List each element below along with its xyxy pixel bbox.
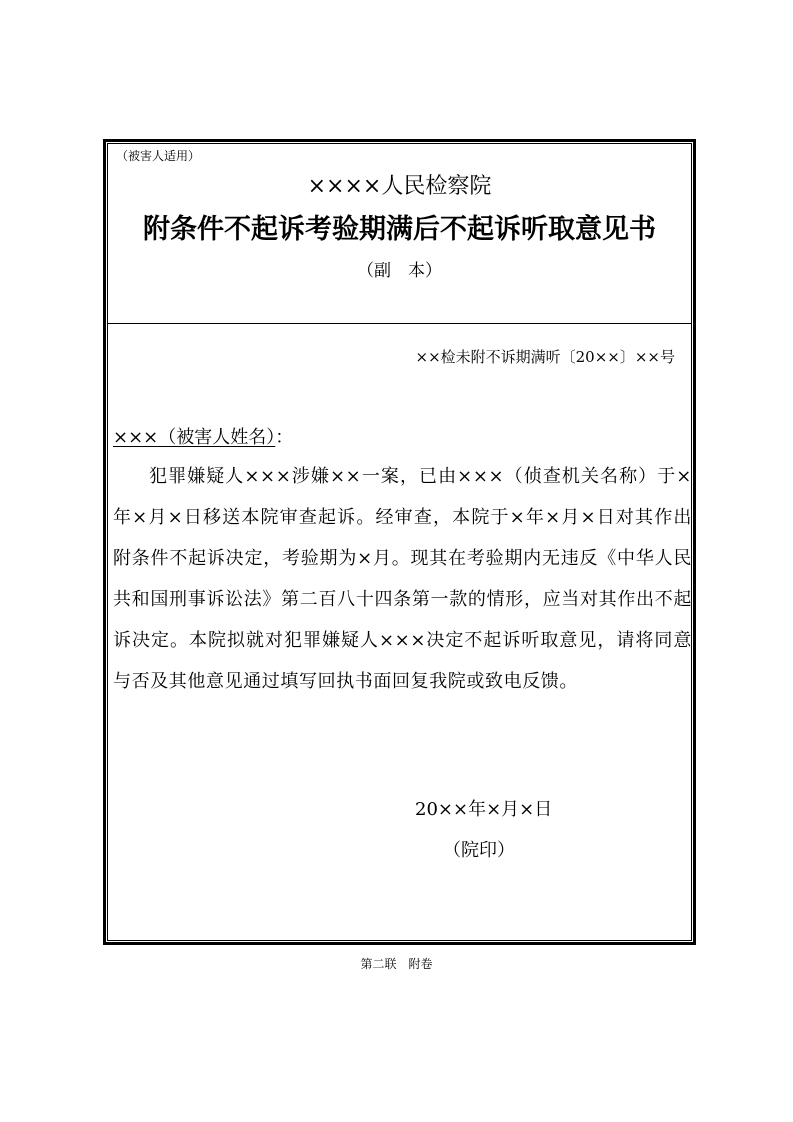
procuratorate-name: ××××人民检察院 [307,174,492,199]
addressee-name: ×××（被害人姓名） [113,427,276,448]
copy-type-label: （副 本） [357,261,442,281]
applicability-note: （被害人适用） [116,149,201,163]
document-number: ××检未附不诉期满听〔20××〕××号 [415,348,675,366]
addressee-colon: ： [275,427,294,448]
copy-footer-label: 第二联 附卷 [360,957,433,971]
document-title: 附条件不起诉考验期满后不起诉听取意见书 [143,214,656,245]
seal-note: （院印） [443,840,515,861]
issue-date: 20××年×月×日 [415,799,553,820]
body-paragraph: 犯罪嫌疑人×××涉嫌××一案，已由×××（侦查机关名称）于×年×月×日移送本院审查起诉。经审查，本院于×年×月×日对其作出附条件不起诉决定，考验期为×月。现其在考验期内无违反《中华人民共和国刑事诉讼法》第二百八十四条第一款的情形，应当对其作出不起诉决定。本院拟就对犯罪嫌疑人×××决定不起诉听取意见，请将同意与否及其他意见通过填写回执书面回复我院或致电反馈。 [113,466,692,692]
header-divider [107,323,692,324]
addressee-line [113,426,293,450]
